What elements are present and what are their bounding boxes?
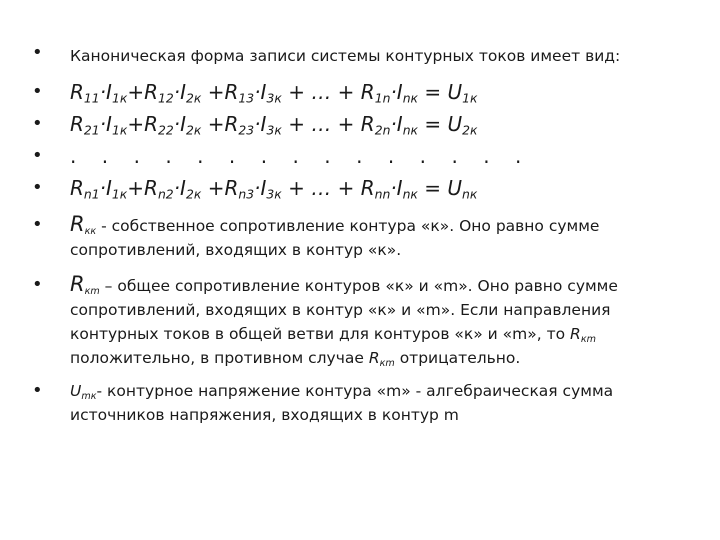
bullet: •	[32, 42, 43, 63]
equation-term: R	[70, 80, 84, 104]
equation-term: +R	[127, 176, 158, 200]
intro-text: Каноническая форма записи системы контурных токов имеет вид:	[70, 47, 621, 65]
bullet: •	[32, 214, 43, 235]
rkm-subscript: кm	[84, 285, 100, 297]
umk-description: - контурное напряжение контура «m» - алгебраическая сумма источников напряжения, входящих в контур m	[70, 382, 614, 424]
bullet: •	[32, 145, 43, 166]
equation-term: ·I	[390, 80, 403, 104]
equation-term: ·I	[254, 80, 267, 104]
equation-subscript: 2к	[186, 122, 202, 138]
rkk-text	[70, 212, 672, 262]
equation-subscript: nn	[374, 186, 391, 202]
equation-term: + … + R	[281, 80, 375, 104]
equation-term: . . . . . . . . . . . . . . .	[70, 144, 522, 168]
equation-subscript: 12	[157, 90, 174, 106]
equation-subscript: 22	[157, 122, 174, 138]
equation-term: ·I	[254, 112, 267, 136]
equation-term: +R	[201, 176, 239, 200]
equation-term: = U	[417, 176, 463, 200]
bullet: •	[32, 81, 43, 102]
equation-term: ·I	[99, 176, 112, 200]
umk-subscript: mк	[81, 390, 97, 402]
equation-subscript: 1n	[374, 90, 391, 106]
equation-term: ·I	[99, 80, 112, 104]
bullet: •	[32, 113, 43, 134]
umk-symbol: U	[70, 382, 82, 400]
rkm-subscript-2: кm	[580, 333, 596, 345]
equation-term: +R	[127, 112, 158, 136]
equation-term: ·I	[254, 176, 267, 200]
equation-term: = U	[418, 112, 463, 136]
equation-subscript: 2к	[186, 90, 202, 106]
rkm-description-a: – общее сопротивление контуров «к» и «m». Оно равно сумме сопротивлений, входящих в контур «к» и «m». Если направления контурных токов в общей ветви для контуров «к» и «m», то	[70, 277, 618, 343]
equation-term: + … + R	[281, 112, 375, 136]
equation-subscript: nк	[402, 122, 419, 138]
equation-subscript: 1к	[111, 186, 128, 202]
umk-text	[70, 379, 672, 427]
equation-term: ·I	[390, 112, 403, 136]
rkk-description: - собственное сопротивление контура «к». Оно равно сумме сопротивлений, входящих в контур «к».	[70, 217, 600, 259]
equation-subscript: nк	[462, 186, 478, 202]
equation-subscript: n1	[83, 186, 100, 202]
equation-term: ·I	[173, 80, 187, 104]
equation-line	[70, 79, 672, 105]
rkk-subscript: кк	[84, 225, 97, 237]
equation-term: +R	[201, 112, 239, 136]
equation-subscript: 3к	[266, 186, 282, 202]
bullet: •	[32, 177, 43, 198]
rkm-description-b: положительно, в противном случае	[70, 349, 369, 367]
equation-term: = U	[418, 80, 463, 104]
rkm-symbol: R	[70, 272, 85, 296]
equation-subscript: 11	[83, 90, 100, 106]
equation-term: R	[70, 112, 84, 136]
rkm-symbol-2: R	[570, 325, 581, 343]
equation-subscript: nк	[402, 90, 419, 106]
equation-term: +R	[201, 80, 239, 104]
bullet: •	[32, 380, 43, 401]
equation-term: ·I	[390, 176, 403, 200]
equation-term: ·I	[173, 112, 187, 136]
equation-subscript: n2	[157, 186, 174, 202]
equation-subscript: 2к	[462, 122, 478, 138]
equation-subscript: nк	[402, 186, 418, 202]
rkk-symbol: R	[70, 212, 85, 236]
equation-term: R	[70, 176, 84, 200]
equation-line	[70, 175, 672, 201]
rkm-text	[70, 272, 672, 370]
equation-subscript: 3к	[266, 90, 282, 106]
equation-subscript: 1к	[111, 122, 128, 138]
equation-subscript: 1к	[462, 90, 478, 106]
equation-term: + … + R	[281, 176, 375, 200]
equation-subscript: 13	[238, 90, 255, 106]
equation-term: +R	[127, 80, 158, 104]
equation-term: ·I	[173, 176, 186, 200]
rkm-symbol-3: R	[368, 349, 380, 367]
equation-subscript: 1к	[111, 90, 128, 106]
equation-subscript: 3к	[266, 122, 282, 138]
equation-term: ·I	[99, 112, 112, 136]
bullet: •	[32, 274, 43, 295]
equation-subscript: 2n	[374, 122, 391, 138]
equation-subscript: 2к	[185, 186, 202, 202]
equation-subscript: 23	[238, 122, 255, 138]
equation-subscript: 21	[83, 122, 100, 138]
ellipsis-line	[70, 143, 672, 169]
rkm-subscript-3: кm	[379, 357, 395, 369]
equation-subscript: n3	[238, 186, 255, 202]
equation-line	[70, 111, 672, 137]
rkm-description-c: отрицательно.	[394, 349, 521, 367]
